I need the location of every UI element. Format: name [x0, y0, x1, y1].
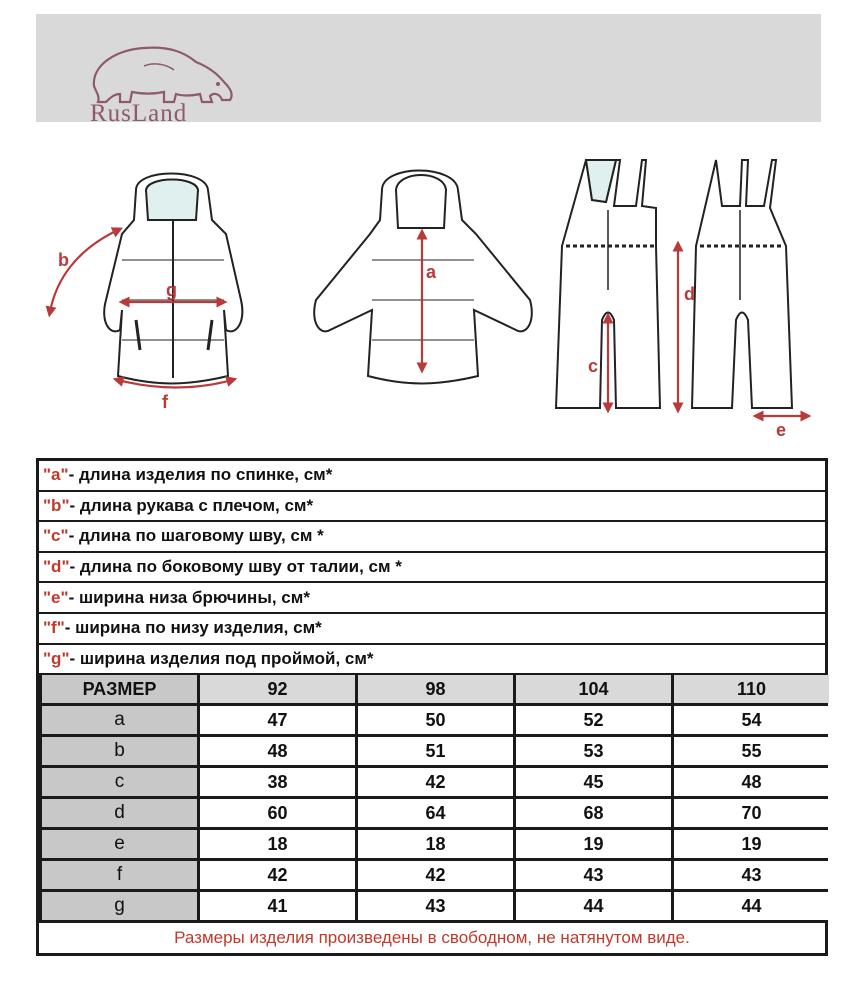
legend-item-d: "d" - длина по боковому шву от талии, см *: [39, 553, 825, 584]
footnote: Размеры изделия произведены в свободном, не натянутом виде.: [39, 923, 825, 953]
garment-drawings: [36, 150, 826, 445]
dimension-label-c: c: [588, 356, 599, 376]
table-cell: 52: [516, 706, 671, 734]
table-cell: 50: [358, 706, 513, 734]
table-cell: 44: [674, 892, 829, 920]
dimension-label-d: d: [684, 284, 695, 304]
table-cell: 55: [674, 737, 829, 765]
table-cell: 42: [200, 861, 355, 889]
size-header-110: 110: [674, 675, 829, 703]
table-cell: 42: [358, 861, 513, 889]
garment-diagram: [36, 150, 826, 445]
table-cell: 43: [358, 892, 513, 920]
table-cell: 54: [674, 706, 829, 734]
table-cell: 19: [516, 830, 671, 858]
brand-name: RusLand: [90, 100, 188, 127]
table-cell: 18: [200, 830, 355, 858]
row-label-e: e: [42, 830, 197, 858]
legend-item-g: "g" - ширина изделия под проймой, см*: [39, 645, 825, 676]
dimension-label-f: f: [162, 392, 168, 412]
table-cell: 68: [516, 799, 671, 827]
row-label-d: d: [42, 799, 197, 827]
overalls-back: [692, 160, 792, 408]
legend-item-c: "c" - длина по шаговому шву, см *: [39, 522, 825, 553]
dimension-label-b: b: [58, 250, 69, 270]
dimension-label-a: a: [426, 262, 437, 282]
dimension-label-e: e: [776, 420, 787, 440]
dimension-label-g: g: [166, 280, 177, 300]
legend-item-a: "a" - длина изделия по спинке, см*: [39, 461, 825, 492]
table-cell: 60: [200, 799, 355, 827]
size-header-92: 92: [200, 675, 355, 703]
size-header-label: РАЗМЕР: [42, 675, 197, 703]
table-cell: 53: [516, 737, 671, 765]
row-label-a: a: [42, 706, 197, 734]
table-cell: 43: [516, 861, 671, 889]
table-cell: 43: [674, 861, 829, 889]
size-chart: [36, 458, 828, 956]
table-cell: 47: [200, 706, 355, 734]
legend-item-f: "f" - ширина по низу изделия, см*: [39, 614, 825, 645]
legend-item-b: "b" - длина рукава с плечом, см*: [39, 492, 825, 523]
table-cell: 45: [516, 768, 671, 796]
table-cell: 19: [674, 830, 829, 858]
row-label-g: g: [42, 892, 197, 920]
table-cell: 48: [674, 768, 829, 796]
table-cell: 38: [200, 768, 355, 796]
table-cell: 41: [200, 892, 355, 920]
row-label-c: c: [42, 768, 197, 796]
table-cell: 70: [674, 799, 829, 827]
size-table: [39, 675, 825, 923]
row-label-f: f: [42, 861, 197, 889]
table-cell: 44: [516, 892, 671, 920]
jacket-front: [104, 174, 242, 384]
legend-item-e: "e" - ширина низа брючины, см*: [39, 583, 825, 614]
table-cell: 51: [358, 737, 513, 765]
size-header-104: 104: [516, 675, 671, 703]
table-cell: 42: [358, 768, 513, 796]
table-cell: 64: [358, 799, 513, 827]
brand-header: [36, 14, 821, 127]
size-header-98: 98: [358, 675, 513, 703]
table-cell: 18: [358, 830, 513, 858]
row-label-b: b: [42, 737, 197, 765]
dimension-b-arrow: [50, 230, 118, 312]
table-cell: 48: [200, 737, 355, 765]
